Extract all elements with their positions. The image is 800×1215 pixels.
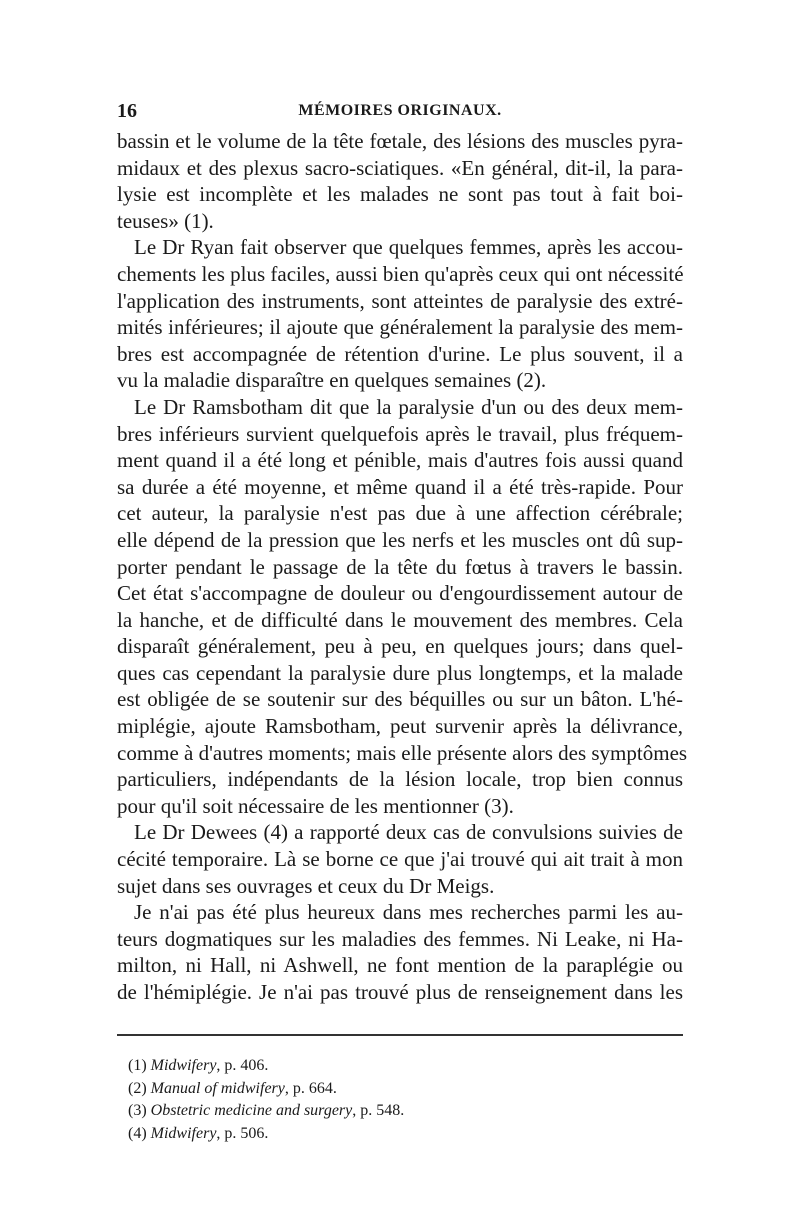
text-line: de l'hémiplégie. Je n'ai pas trouvé plus de renseignement dans les bbox=[117, 980, 683, 1004]
running-title: MÉMOIRES ORIGINAUX. bbox=[298, 102, 502, 119]
footnote-title: Midwifery bbox=[150, 1057, 217, 1074]
text-line: bres est accompagnée de rétention d'urine. Le plus souvent, il a bbox=[117, 341, 683, 366]
text-line: ques cas cependant la paralysie dure plus longtemps, et la malade bbox=[117, 660, 683, 685]
footnote bbox=[128, 1078, 668, 1101]
text-line: Cet état s'accompagne de douleur ou d'engourdissement autour de bbox=[117, 581, 683, 606]
text-line: miplégie, ajoute Ramsbotham, peut survenir après la délivrance, bbox=[117, 714, 683, 739]
running-head bbox=[117, 100, 683, 128]
footnote-number: (2) bbox=[128, 1079, 147, 1097]
text-line: disparaît généralement, peu à peu, en quelques jours; dans quel- bbox=[117, 634, 683, 659]
footnote-rule bbox=[117, 1034, 683, 1036]
text-line: vu la maladie disparaître en quelques semaines (2). bbox=[117, 368, 547, 393]
footnote-title: Midwifery bbox=[150, 1124, 217, 1142]
page-number: 16 bbox=[117, 100, 137, 122]
text-line: Le Dr Ryan fait observer que quelques femmes, après les accou- bbox=[134, 235, 683, 260]
text-line: l'application des instruments, sont atteintes de paralysie des extré- bbox=[117, 288, 683, 313]
footnote bbox=[128, 1055, 668, 1078]
text-line: est obligée de se soutenir sur des béquilles ou sur un bâton. L'hé- bbox=[117, 687, 683, 712]
text-line: cet auteur, la paralysie n'est pas due à une affection cérébrale; bbox=[117, 501, 683, 526]
text-line: Le Dr Ramsbotham dit que la paralysie d'un ou des deux mem- bbox=[134, 394, 683, 419]
footnote-title: Obstetric medicine and surgery bbox=[150, 1102, 353, 1119]
footnote bbox=[128, 1100, 668, 1123]
text-line: bres inférieurs survient quelquefois après le travail, plus fréquem- bbox=[117, 421, 683, 446]
text-line: sujet dans ses ouvrages et ceux du Dr Meigs. bbox=[117, 873, 495, 898]
footnote-title: Manual of midwifery bbox=[150, 1079, 285, 1097]
text-line: ment quand il a été long et pénible, mais d'autres fois aussi quand bbox=[117, 448, 683, 473]
text-line: midaux et des plexus sacro-sciatiques. «En général, dit-il, la para- bbox=[117, 155, 683, 180]
footnote-ref: , p. 664. bbox=[284, 1079, 337, 1097]
text-line: sa durée a été moyenne, et même quand il a été très-rapide. Pour bbox=[117, 474, 683, 499]
footnote bbox=[128, 1123, 668, 1146]
footnote-number: (3) bbox=[128, 1102, 147, 1119]
text-line: milton, ni Hall, ni Ashwell, ne font mention de la paraplégie ou bbox=[117, 953, 683, 978]
text-line: teuses» (1). bbox=[117, 208, 214, 233]
text-line: mités inférieures; il ajoute que généralement la paralysie des mem- bbox=[117, 315, 683, 340]
text-line: teurs dogmatiques sur les maladies des femmes. Ni Leake, ni Ha- bbox=[117, 926, 683, 951]
text-line: la hanche, et de difficulté dans le mouvement des membres. Cela bbox=[117, 607, 683, 632]
footnotes bbox=[128, 1055, 668, 1145]
footnote-ref: , p. 406. bbox=[216, 1057, 269, 1074]
text-line: particuliers, indépendants de la lésion locale, trop bien connus bbox=[117, 767, 683, 792]
text-line: Je n'ai pas été plus heureux dans mes recherches parmi les au- bbox=[134, 900, 683, 925]
body-text bbox=[117, 128, 688, 1006]
footnote-number: (4) bbox=[128, 1124, 147, 1142]
text-line: chements les plus faciles, aussi bien qu'après ceux qui ont nécessité bbox=[117, 261, 684, 286]
footnote-number: (1) bbox=[128, 1057, 147, 1074]
text-line: bassin et le volume de la tête fœtale, des lésions des muscles pyra- bbox=[117, 129, 683, 153]
footnote-ref: , p. 548. bbox=[352, 1102, 405, 1119]
text-line: pour qu'il soit nécessaire de les mentionner (3). bbox=[117, 793, 514, 818]
text-line: comme à d'autres moments; mais elle présente alors des symptômes bbox=[117, 740, 688, 765]
text-line: cécité temporaire. Là se borne ce que j'ai trouvé qui ait trait à mon bbox=[117, 847, 683, 872]
text-line: Le Dr Dewees (4) a rapporté deux cas de convulsions suivies de bbox=[134, 820, 683, 845]
footnote-ref: , p. 506. bbox=[216, 1124, 269, 1142]
text-line: porter pendant le passage de la tête du fœtus à travers le bassin. bbox=[117, 554, 683, 579]
text-line: elle dépend de la pression que les nerfs et les muscles ont dû sup- bbox=[117, 527, 683, 552]
text-line: lysie est incomplète et les malades ne sont pas tout à fait boi- bbox=[117, 182, 683, 207]
